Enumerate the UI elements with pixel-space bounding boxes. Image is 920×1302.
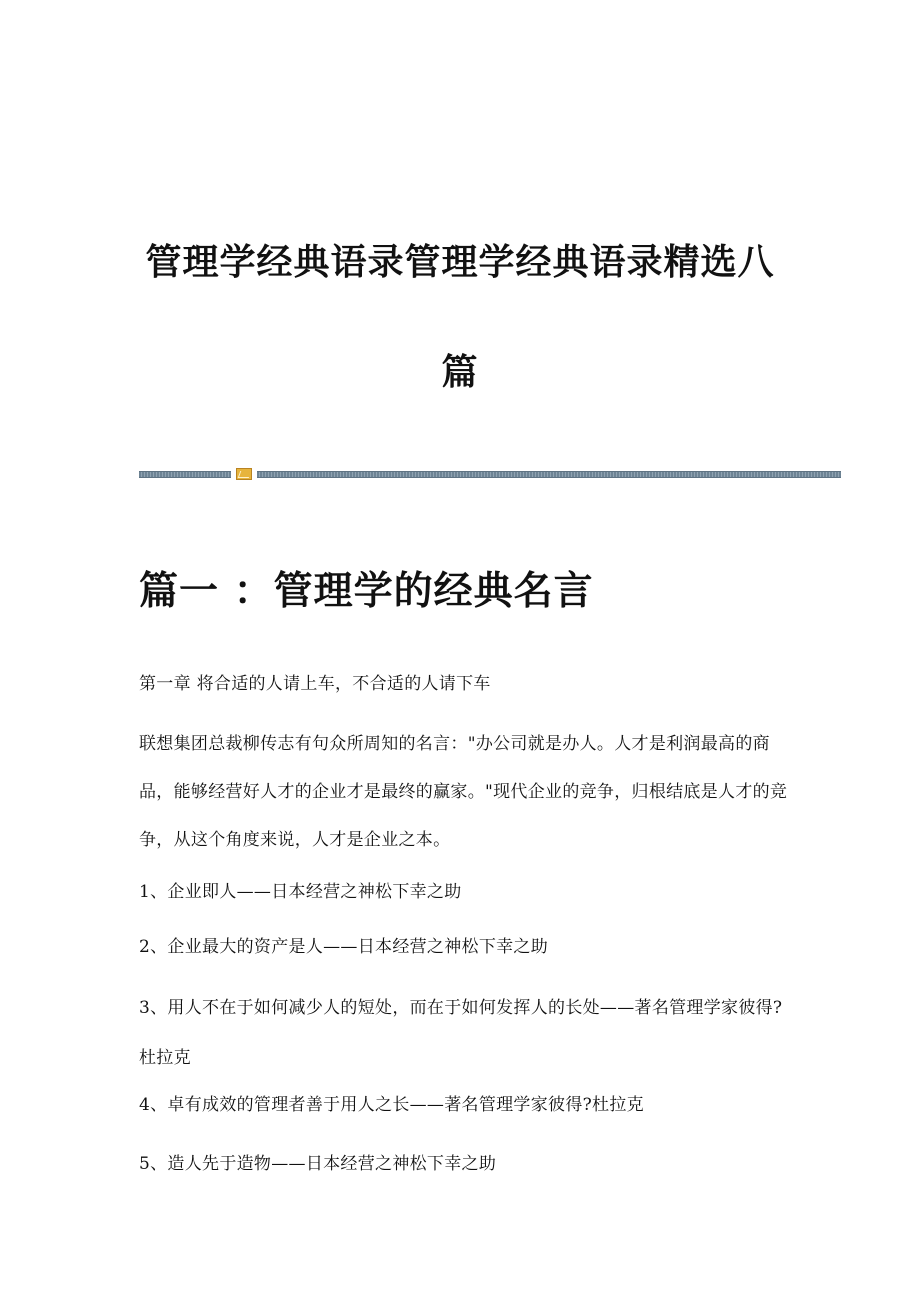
chapter-line: 第一章 将合适的人请上车，不合适的人请下车: [139, 674, 491, 694]
document-title: 管理学经典语录管理学经典语录精选八篇: [145, 242, 775, 393]
title-divider: [139, 467, 841, 481]
envelope-icon: [236, 468, 252, 480]
quote-item: 5、造人先于造物——日本经营之神松下幸之助: [139, 1154, 497, 1174]
intro-paragraph: 联想集团总裁柳传志有句众所周知的名言："办公司就是办人。人才是利润最高的商品，能够经营好人才的企业才是最终的赢家。"现代企业的竞争，归根结底是人才的竞争，从这个角度来说，人才是企业之本。: [139, 734, 788, 850]
quote-item: 2、企业最大的资产是人——日本经营之神松下幸之助: [139, 937, 549, 957]
quote-item: 1、企业即人——日本经营之神松下幸之助: [139, 882, 462, 902]
quote-item: 3、用人不在于如何减少人的短处，而在于如何发挥人的长处——著名管理学家彼得?杜拉克: [139, 998, 783, 1068]
quote-item: 4、卓有成效的管理者善于用人之长——著名管理学家彼得?杜拉克: [139, 1095, 644, 1115]
divider-bar-right: [257, 471, 841, 478]
section-heading: 篇一 ：管理学的经典名言: [139, 569, 594, 614]
divider-bar-left: [139, 471, 231, 478]
